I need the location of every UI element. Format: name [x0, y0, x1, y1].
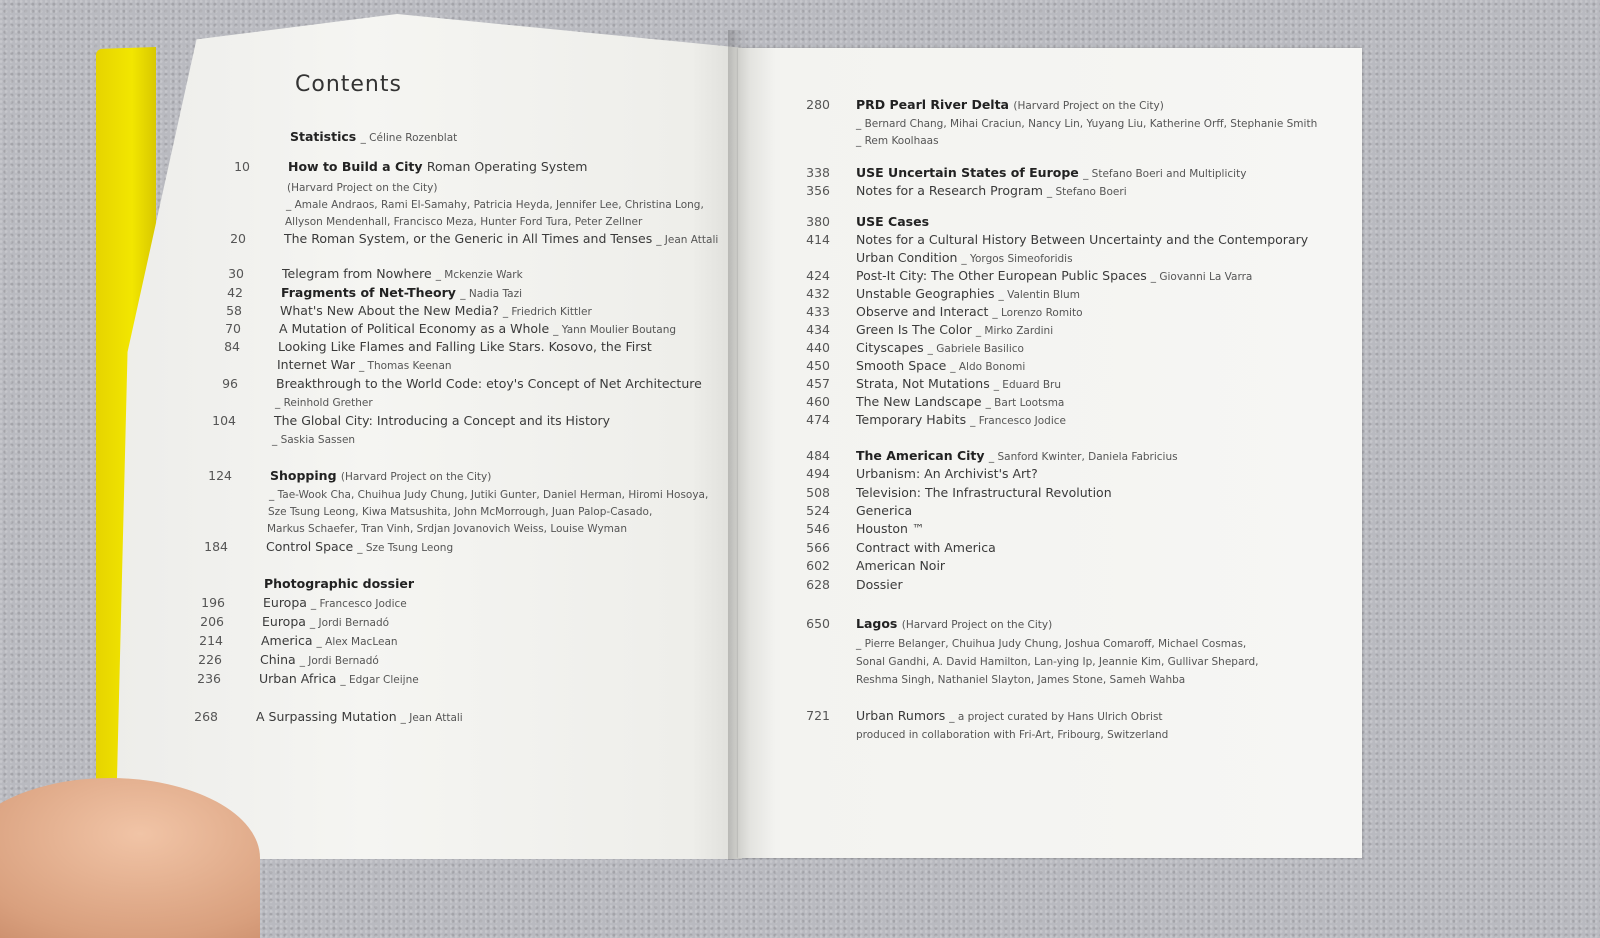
- page-number: 206: [200, 614, 224, 629]
- book-spine: [728, 30, 750, 860]
- entry-author: _ Mirko Zardini: [975, 325, 1054, 337]
- entry-title: Dossier: [856, 577, 903, 592]
- page-number: 356: [806, 183, 830, 198]
- page-number: 104: [212, 413, 236, 428]
- page-number: 124: [208, 468, 232, 483]
- entry-text: [856, 539, 996, 557]
- entry-title: Internet War: [277, 357, 359, 372]
- entry-title: The New Landscape: [856, 394, 986, 409]
- page-number: 10: [234, 159, 250, 174]
- page-number: 650: [806, 616, 830, 631]
- entry-text: [856, 670, 1185, 689]
- page-number: 721: [806, 708, 830, 723]
- entry-author: _ Francesco Jodice: [310, 598, 407, 610]
- entry-author: _ Bart Lootsma: [985, 397, 1065, 409]
- entry-text: [856, 652, 1259, 671]
- page-number: 434: [806, 322, 830, 337]
- page-number: 84: [224, 339, 240, 354]
- page-number: 432: [806, 286, 830, 301]
- entry-author: _ Eduard Bru: [993, 379, 1062, 391]
- entry-title: Observe and Interact: [856, 304, 993, 319]
- entry-author: _ Sanford Kwinter, Daniela Fabricius: [988, 451, 1178, 463]
- entry-text: [856, 484, 1112, 502]
- entry-author: _ Friedrich Kittler: [502, 306, 592, 318]
- page-number: 70: [225, 321, 241, 336]
- entry-title: Houston ™: [856, 521, 925, 536]
- entry-author: _ Jean Attali: [400, 712, 463, 724]
- entry-title: Urbanism: An Archivist's Art?: [856, 466, 1038, 481]
- entry-text: [856, 96, 1164, 115]
- entry-author: _ Edgar Cleijne: [340, 674, 419, 686]
- entry-author: _ Stefano Boeri: [1046, 186, 1127, 198]
- entry-author: _ Thomas Keenan: [358, 360, 452, 372]
- page-number: 508: [806, 485, 830, 500]
- entry-title: Europa: [263, 595, 311, 610]
- entry-author: _ Stefano Boeri and Multiplicity: [1083, 168, 1247, 180]
- entry-text: [278, 338, 652, 356]
- entry-author: _ Céline Rozenblat: [360, 132, 458, 144]
- entry-author: _ Sze Tsung Leong: [357, 542, 454, 554]
- entry-text: [856, 249, 1073, 268]
- entry-text: [856, 634, 1246, 653]
- page-number: 494: [806, 466, 830, 481]
- entry-title: American Noir: [856, 558, 946, 573]
- entry-title: Television: The Infrastructural Revolution: [856, 485, 1112, 500]
- section-title: Shopping: [270, 468, 341, 483]
- page-number: 484: [806, 448, 830, 463]
- entry-text: [856, 267, 1252, 286]
- entry-text: [856, 447, 1178, 466]
- entry-text: [260, 651, 379, 670]
- section-title: Photographic dossier: [264, 576, 414, 591]
- page-number: 628: [806, 577, 830, 592]
- entry-text: [280, 302, 592, 321]
- entry-title: Notes for a Research Program: [856, 183, 1047, 198]
- entry-title: China: [260, 652, 300, 667]
- page-number: 268: [194, 709, 218, 724]
- entry-title: Strata, Not Mutations: [856, 376, 994, 391]
- page-number: 457: [806, 376, 830, 391]
- entry-author: _ Jean Attali: [656, 234, 719, 246]
- entry-author: _ Francesco Jodice: [970, 415, 1066, 427]
- entry-author: _ Aldo Bonomi: [950, 361, 1026, 373]
- page-number: 338: [806, 165, 830, 180]
- entry-title: Roman Operating System: [426, 159, 588, 174]
- entry-author: _ Yorgos Simeoforidis: [961, 253, 1073, 265]
- entry-text: [277, 356, 452, 375]
- entry-text: [275, 393, 373, 412]
- entry-title: Notes for a Cultural History Between Uncertainty and the Contemporary: [856, 232, 1309, 247]
- section-title: PRD Pearl River Delta: [856, 97, 1014, 112]
- entry-title: Looking Like Flames and Falling Like Stars. Kosovo, the First: [278, 339, 652, 354]
- page-number: 96: [222, 376, 238, 391]
- entry-title: Contract with America: [856, 540, 996, 555]
- entry-title: Control Space: [266, 539, 358, 554]
- entry-title: Generica: [856, 503, 913, 518]
- entry-author: _ a project curated by Hans Ulrich Obrist: [949, 711, 1163, 723]
- section-title: How to Build a City: [288, 159, 427, 174]
- entry-author: _ Nadia Tazi: [460, 288, 523, 300]
- page-number: 380: [806, 214, 830, 229]
- entry-title: Urban Africa: [259, 671, 341, 686]
- entry-text: [856, 285, 1080, 304]
- entry-text: [270, 467, 491, 486]
- entry-author: _ Alex MacLean: [316, 636, 398, 648]
- entry-title: Breakthrough to the World Code: etoy's Concept of Net Architecture: [276, 376, 702, 391]
- entry-text: [856, 557, 945, 575]
- page-number: 236: [197, 671, 221, 686]
- entry-author: produced in collaboration with Fri-Art, Fribourg, Switzerland: [856, 729, 1169, 741]
- page-number: 414: [806, 232, 830, 247]
- entry-text: [282, 265, 523, 284]
- entry-text: [856, 182, 1127, 201]
- entry-text: [263, 594, 407, 613]
- entry-text: [856, 321, 1053, 340]
- entry-title: Unstable Geographies: [856, 286, 999, 301]
- entry-author: _ Bernard Chang, Mihai Craciun, Nancy Lin, Yuyang Liu, Katherine Orff, Stephanie Smith: [856, 118, 1318, 130]
- entry-author: (Harvard Project on the City): [1013, 100, 1164, 112]
- page-number: 280: [806, 97, 830, 112]
- entry-text: [279, 320, 676, 339]
- page-number: 602: [806, 558, 830, 573]
- entry-author: _ Mckenzie Wark: [435, 269, 523, 281]
- entry-title: What's New About the New Media?: [280, 303, 503, 318]
- section-title: USE Cases: [856, 214, 930, 229]
- entry-author: _ Lorenzo Romito: [992, 307, 1083, 319]
- page-number: 440: [806, 340, 830, 355]
- page-number: 30: [228, 266, 244, 281]
- entry-title: Green Is The Color: [856, 322, 976, 337]
- entry-text: [856, 411, 1066, 430]
- entry-text: [284, 230, 718, 249]
- page-number: 184: [204, 539, 228, 554]
- entry-author: Reshma Singh, Nathaniel Slayton, James Stone, Sameh Wahba: [856, 674, 1186, 686]
- entry-text: [856, 164, 1246, 183]
- page-number: 196: [201, 595, 225, 610]
- entry-title: The Roman System, or the Generic in All Times and Tenses: [284, 231, 657, 246]
- entry-author: _ Valentin Blum: [998, 289, 1080, 301]
- entry-title: A Surpassing Mutation: [256, 709, 401, 724]
- page-number: 424: [806, 268, 830, 283]
- entry-author: (Harvard Project on the City): [901, 619, 1053, 631]
- section-title: Lagos: [856, 616, 902, 631]
- entry-text: [259, 670, 419, 689]
- entry-author: _ Saskia Sassen: [272, 434, 356, 446]
- page-number: 546: [806, 521, 830, 536]
- page-number: 214: [199, 633, 223, 648]
- contents-heading: Contents: [295, 72, 402, 97]
- entry-text: [856, 465, 1038, 483]
- entry-text: [285, 212, 642, 231]
- entry-text: [274, 412, 610, 430]
- entry-title: The Global City: Introducing a Concept and its History: [274, 413, 611, 428]
- page-number: 226: [198, 652, 222, 667]
- section-title: Fragments of Net-Theory: [281, 285, 461, 300]
- entry-text: [256, 708, 463, 727]
- page-number: 58: [226, 303, 242, 318]
- entry-text: [288, 158, 587, 176]
- entry-author: _ Jordi Bernadó: [299, 655, 379, 667]
- entry-text: [856, 576, 903, 594]
- entry-text: [856, 131, 939, 150]
- entry-author: _ Rem Koolhaas: [856, 135, 939, 147]
- entry-text: [261, 632, 398, 651]
- entry-author: (Harvard Project on the City): [340, 471, 492, 483]
- entry-author: Allyson Mendenhall, Francisco Meza, Hunter Ford Tura, Peter Zellner: [285, 216, 643, 228]
- entry-text: [856, 231, 1308, 249]
- entry-text: [267, 519, 627, 538]
- entry-text: [856, 520, 924, 538]
- entry-title: America: [261, 633, 317, 648]
- page-number: 433: [806, 304, 830, 319]
- entry-title: Temporary Habits: [856, 412, 971, 427]
- entry-text: [281, 284, 522, 303]
- entry-text: [276, 375, 702, 393]
- section-title: Statistics: [290, 129, 361, 144]
- entry-text: [856, 707, 1163, 726]
- entry-title: Europa: [262, 614, 310, 629]
- entry-title: Cityscapes: [856, 340, 928, 355]
- entry-author: (Harvard Project on the City): [287, 182, 438, 194]
- entry-text: [266, 538, 453, 557]
- entry-author: Markus Schaefer, Tran Vinh, Srdjan Jovanovich Weiss, Louise Wyman: [267, 523, 628, 535]
- page-number: 524: [806, 503, 830, 518]
- entry-text: [290, 128, 457, 147]
- entry-title: A Mutation of Political Economy as a Whole: [279, 321, 554, 336]
- entry-author: _ Tae-Wook Cha, Chuihua Judy Chung, Jutiki Gunter, Daniel Herman, Hiromi Hosoya,: [269, 489, 709, 501]
- entry-text: [856, 339, 1024, 358]
- entry-author: _ Reinhold Grether: [275, 397, 373, 409]
- entry-text: [262, 613, 389, 632]
- entry-text: [856, 502, 912, 520]
- entry-title: Urban Rumors: [856, 708, 950, 723]
- entry-text: [856, 375, 1061, 394]
- entry-text: [856, 357, 1025, 376]
- entry-title: Post-It City: The Other European Public Spaces: [856, 268, 1151, 283]
- entry-text: [856, 303, 1083, 322]
- entry-text: [856, 213, 929, 231]
- section-title: The American City: [856, 448, 989, 463]
- page-number: 474: [806, 412, 830, 427]
- page-number: 20: [230, 231, 246, 246]
- entry-text: [856, 393, 1064, 412]
- entry-text: [264, 575, 414, 593]
- page-number: 42: [227, 285, 243, 300]
- entry-text: [856, 615, 1052, 634]
- page-number: 450: [806, 358, 830, 373]
- entry-author: Sonal Gandhi, A. David Hamilton, Lan-ying Ip, Jeannie Kim, Gullivar Shepard,: [856, 656, 1259, 668]
- entry-author: Sze Tsung Leong, Kiwa Matsushita, John McMorrough, Juan Palop-Casado,: [268, 506, 653, 518]
- section-title: USE Uncertain States of Europe: [856, 165, 1084, 180]
- entry-title: Telegram from Nowhere: [282, 266, 436, 281]
- page-number: 460: [806, 394, 830, 409]
- entry-author: _ Amale Andraos, Rami El-Samahy, Patricia Heyda, Jennifer Lee, Christina Long,: [286, 199, 704, 211]
- entry-title: Smooth Space: [856, 358, 951, 373]
- entry-author: _ Gabriele Basilico: [927, 343, 1024, 355]
- entry-title: Urban Condition: [856, 250, 962, 265]
- entry-author: _ Yann Moulier Boutang: [553, 324, 677, 336]
- page-number: 566: [806, 540, 830, 555]
- entry-author: _ Jordi Bernadó: [309, 617, 390, 629]
- entry-text: [856, 725, 1168, 744]
- entry-author: _ Giovanni La Varra: [1150, 271, 1253, 283]
- entry-text: [272, 430, 355, 449]
- entry-author: _ Pierre Belanger, Chuihua Judy Chung, Joshua Comaroff, Michael Cosmas,: [856, 638, 1247, 650]
